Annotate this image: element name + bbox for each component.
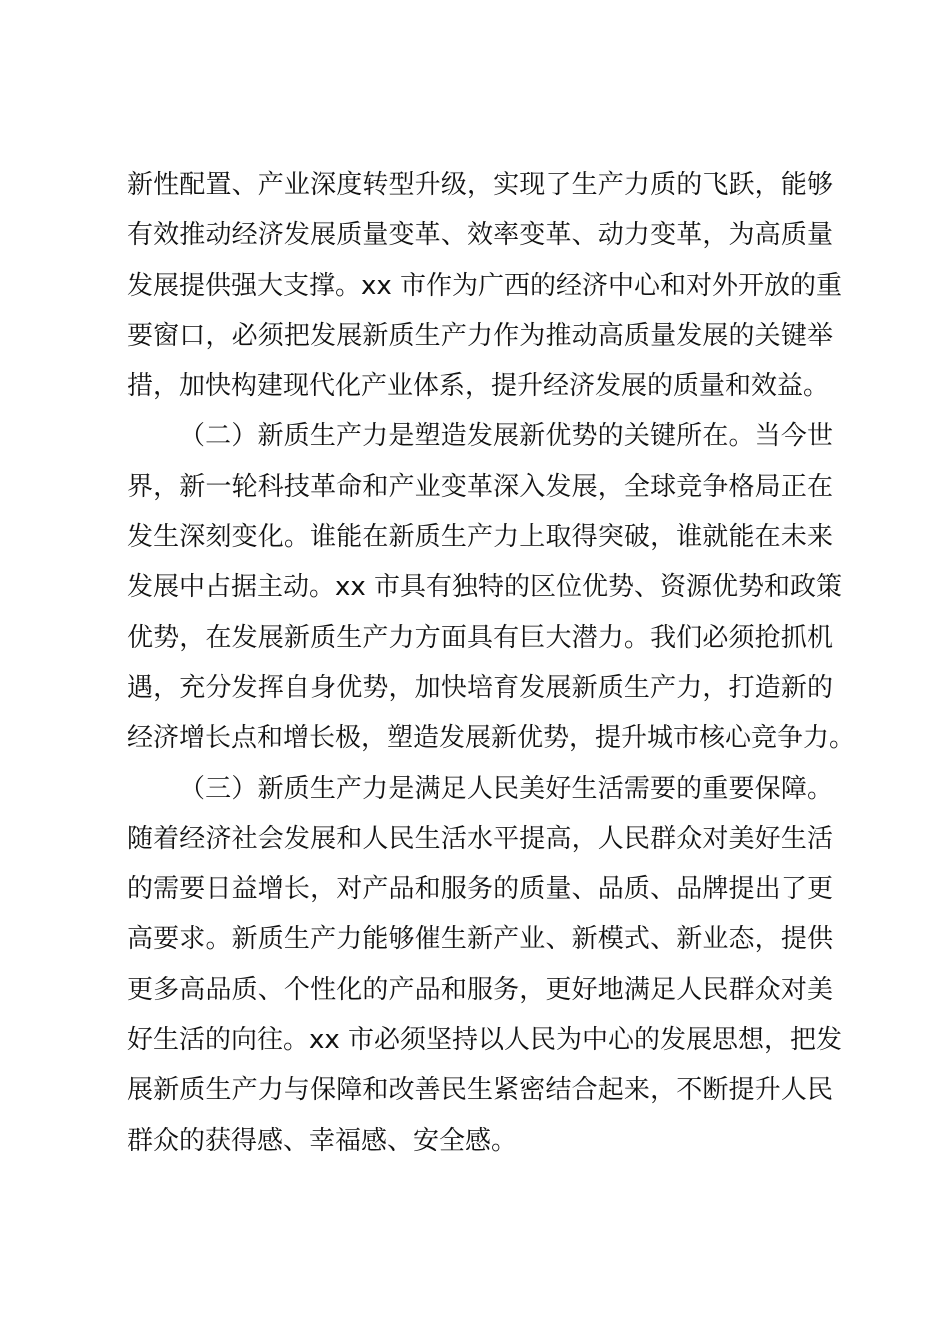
text-line: 有效推动经济发展质量变革、效率变革、动力变革，为高质量 bbox=[127, 220, 833, 251]
text-line: 发展提供强大支撑。xx 市作为广西的经济中心和对外开放的重 bbox=[127, 270, 843, 301]
text-line: 发展中占据主动。xx 市具有独特的区位优势、资源优势和政策 bbox=[127, 572, 843, 603]
document-body bbox=[127, 160, 856, 1166]
text-line: 新性配置、产业深度转型升级，实现了生产力质的飞跃，能够 bbox=[127, 170, 833, 200]
text-line: 优势，在发展新质生产力方面具有巨大潜力。我们必须抢抓机 bbox=[127, 622, 833, 653]
text-line: 界，新一轮科技革命和产业变革深入发展，全球竞争格局正在 bbox=[127, 471, 833, 502]
text-line: 更多高品质、个性化的产品和服务，更好地满足人民群众对美 bbox=[127, 974, 833, 1005]
text-line: 群众的获得感、幸福感、安全感。 bbox=[127, 1125, 518, 1156]
text-line: 的需要日益增长，对产品和服务的质量、品质、品牌提出了更 bbox=[127, 874, 833, 905]
text-line: 经济增长点和增长极，塑造发展新优势，提升城市核心竞争力。 bbox=[127, 723, 856, 754]
text-line: 要窗口，必须把发展新质生产力作为推动高质量发展的关键举 bbox=[127, 320, 833, 351]
text-line: 发生深刻变化。谁能在新质生产力上取得突破，谁就能在未来 bbox=[127, 522, 833, 553]
text-line: 随着经济社会发展和人民生活水平提高，人民群众对美好生活 bbox=[127, 823, 833, 854]
text-line: 高要求。新质生产力能够催生新产业、新模式、新业态，提供 bbox=[127, 924, 833, 955]
section-heading-line: （三）新质生产力是满足人民美好生活需要的重要保障。 bbox=[179, 773, 833, 804]
text-line: 措，加快构建现代化产业体系，提升经济发展的质量和效益。 bbox=[127, 371, 830, 402]
text-line: 好生活的向往。xx 市必须坚持以人民为中心的发展思想，把发 bbox=[127, 1025, 843, 1056]
section-heading-line: （二）新质生产力是塑造发展新优势的关键所在。当今世 bbox=[179, 421, 833, 452]
text-line: 遇，充分发挥自身优势，加快培育发展新质生产力，打造新的 bbox=[127, 672, 833, 703]
text-line: 展新质生产力与保障和改善民生紧密结合起来，不断提升人民 bbox=[127, 1075, 833, 1106]
